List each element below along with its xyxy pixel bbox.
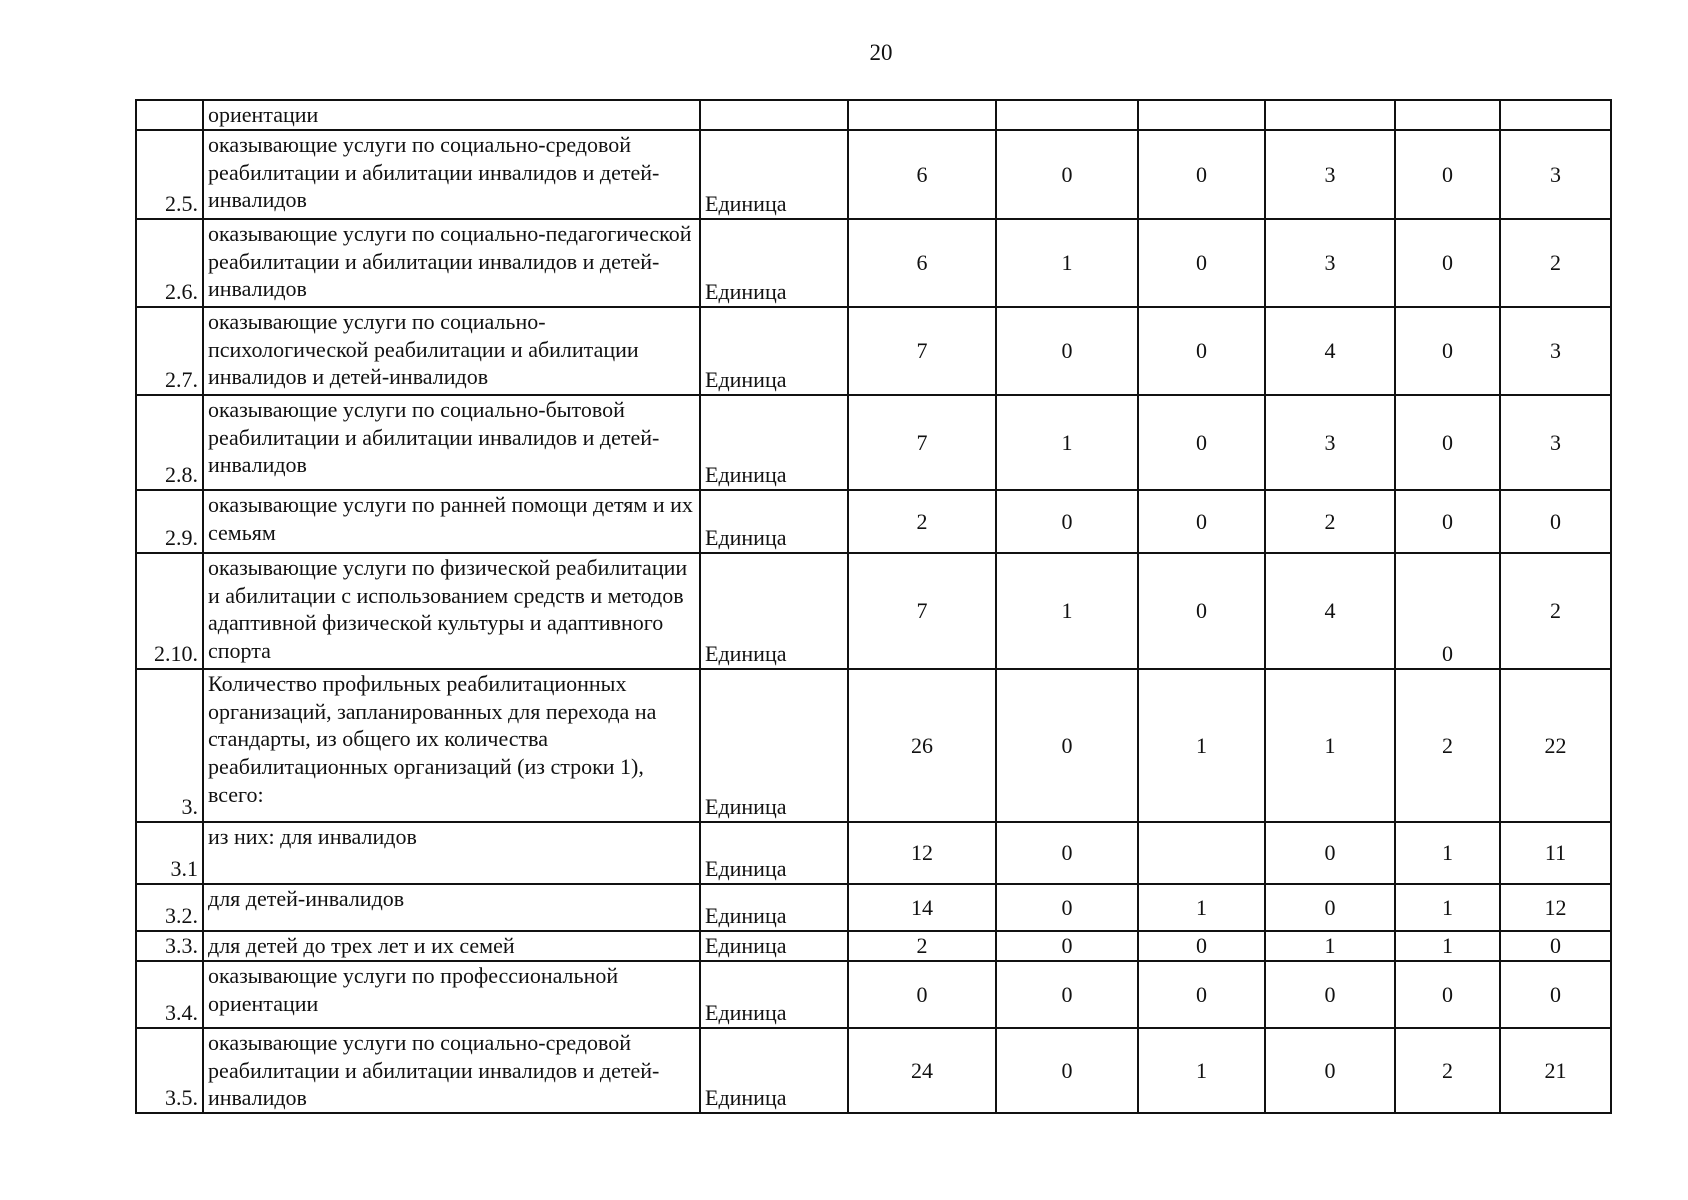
value-cell: 2 xyxy=(1265,490,1395,553)
value-cell: 0 xyxy=(996,130,1138,219)
value-cell: 0 xyxy=(1138,395,1265,490)
value-cell: 0 xyxy=(996,884,1138,931)
value-cell: 0 xyxy=(1265,1028,1395,1113)
row-number: 3.5. xyxy=(136,1028,203,1113)
value-cell xyxy=(1265,100,1395,130)
value-cell xyxy=(1138,100,1265,130)
value-cell: 0 xyxy=(1138,961,1265,1028)
value-cell: 2 xyxy=(1395,1028,1500,1113)
value-cell: 0 xyxy=(1395,219,1500,307)
data-table xyxy=(135,99,1612,1114)
row-unit: Единица xyxy=(700,822,848,884)
page-number: 20 xyxy=(869,40,893,65)
value-cell: 0 xyxy=(996,669,1138,822)
row-number: 2.8. xyxy=(136,395,203,490)
value-cell: 0 xyxy=(848,961,996,1028)
row-description: ориентации xyxy=(203,100,700,130)
value-cell: 0 xyxy=(1138,490,1265,553)
value-cell: 1 xyxy=(1265,669,1395,822)
row-unit: Единица xyxy=(700,931,848,961)
row-description: оказывающие услуги по ранней помощи детям и их семьям xyxy=(203,490,700,553)
row-unit: Единица xyxy=(700,490,848,553)
row-unit: Единица xyxy=(700,553,848,669)
value-cell: 1 xyxy=(1395,822,1500,884)
value-cell: 1 xyxy=(1395,931,1500,961)
row-number: 2.10. xyxy=(136,553,203,669)
value-cell: 0 xyxy=(1138,931,1265,961)
value-cell: 2 xyxy=(1500,553,1611,669)
row-unit: Единица xyxy=(700,395,848,490)
value-cell: 2 xyxy=(1500,219,1611,307)
value-cell: 3 xyxy=(1265,219,1395,307)
value-cell: 2 xyxy=(1395,669,1500,822)
value-cell: 21 xyxy=(1500,1028,1611,1113)
value-cell xyxy=(1395,100,1500,130)
table-row xyxy=(136,307,1611,395)
value-cell: 12 xyxy=(848,822,996,884)
value-cell: 1 xyxy=(996,553,1138,669)
value-cell: 0 xyxy=(1500,931,1611,961)
row-unit: Единица xyxy=(700,1028,848,1113)
value-cell: 0 xyxy=(996,1028,1138,1113)
table-row xyxy=(136,553,1611,669)
value-cell: 3 xyxy=(1500,395,1611,490)
row-number: 3.3. xyxy=(136,931,203,961)
table-row xyxy=(136,884,1611,931)
row-number: 3. xyxy=(136,669,203,822)
row-unit: Единица xyxy=(700,669,848,822)
table-row xyxy=(136,822,1611,884)
value-cell: 0 xyxy=(996,931,1138,961)
value-cell: 0 xyxy=(996,961,1138,1028)
row-unit: Единица xyxy=(700,219,848,307)
value-cell: 1 xyxy=(1265,931,1395,961)
value-cell: 0 xyxy=(1395,307,1500,395)
row-description: из них: для инвалидов xyxy=(203,822,700,884)
value-cell: 0 xyxy=(1265,884,1395,931)
value-cell: 1 xyxy=(1138,1028,1265,1113)
row-description: оказывающие услуги по социально-педагогической реабилитации и абилитации инвалидов и детей-инвалидов xyxy=(203,219,700,307)
row-description: оказывающие услуги по социально-средовой реабилитации и абилитации инвалидов и детей-инвалидов xyxy=(203,1028,700,1113)
value-cell: 7 xyxy=(848,395,996,490)
value-cell: 3 xyxy=(1500,130,1611,219)
value-cell: 0 xyxy=(996,307,1138,395)
value-cell: 22 xyxy=(1500,669,1611,822)
value-cell: 1 xyxy=(996,395,1138,490)
value-cell: 0 xyxy=(1138,219,1265,307)
row-number: 3.4. xyxy=(136,961,203,1028)
row-number: 3.2. xyxy=(136,884,203,931)
row-description: для детей до трех лет и их семей xyxy=(203,931,700,961)
value-cell: 11 xyxy=(1500,822,1611,884)
value-cell: 0 xyxy=(1265,961,1395,1028)
value-cell: 0 xyxy=(1500,490,1611,553)
value-cell xyxy=(848,100,996,130)
value-cell: 0 xyxy=(1395,130,1500,219)
value-cell: 3 xyxy=(1265,395,1395,490)
value-cell: 0 xyxy=(1138,130,1265,219)
table-row xyxy=(136,490,1611,553)
table-row xyxy=(136,395,1611,490)
row-unit: Единица xyxy=(700,961,848,1028)
value-cell: 0 xyxy=(1265,822,1395,884)
row-number: 2.5. xyxy=(136,130,203,219)
value-cell xyxy=(1500,100,1611,130)
value-cell: 7 xyxy=(848,307,996,395)
value-cell xyxy=(1138,822,1265,884)
value-cell: 1 xyxy=(1138,884,1265,931)
value-cell: 1 xyxy=(1395,884,1500,931)
row-unit: Единица xyxy=(700,884,848,931)
row-unit: Единица xyxy=(700,307,848,395)
value-cell: 0 xyxy=(1138,307,1265,395)
row-unit xyxy=(700,100,848,130)
value-cell: 1 xyxy=(1138,669,1265,822)
value-cell: 7 xyxy=(848,553,996,669)
table-row xyxy=(136,931,1611,961)
value-cell: 0 xyxy=(1395,961,1500,1028)
row-description: оказывающие услуги по социально-средовой реабилитации и абилитации инвалидов и детей-инвалидов xyxy=(203,130,700,219)
value-cell xyxy=(996,100,1138,130)
value-cell: 6 xyxy=(848,219,996,307)
value-cell: 0 xyxy=(996,822,1138,884)
table-row xyxy=(136,130,1611,219)
value-cell: 2 xyxy=(848,490,996,553)
row-number: 2.9. xyxy=(136,490,203,553)
value-cell: 1 xyxy=(996,219,1138,307)
table-body xyxy=(136,100,1611,1113)
row-description: для детей-инвалидов xyxy=(203,884,700,931)
value-cell: 26 xyxy=(848,669,996,822)
row-description: оказывающие услуги по социально-психологической реабилитации и абилитации инвалидов и детей-инвалидов xyxy=(203,307,700,395)
row-number: 2.6. xyxy=(136,219,203,307)
table-row xyxy=(136,1028,1611,1113)
value-cell: 4 xyxy=(1265,307,1395,395)
table-row xyxy=(136,669,1611,822)
row-unit: Единица xyxy=(700,130,848,219)
value-cell: 0 xyxy=(1138,553,1265,669)
value-cell: 14 xyxy=(848,884,996,931)
value-cell: 12 xyxy=(1500,884,1611,931)
value-cell: 0 xyxy=(1500,961,1611,1028)
row-description: Количество профильных реабилитационных организаций, запланированных для перехода на стандарты, из общего их количества реабилитационных организаций (из строки 1), всего: xyxy=(203,669,700,822)
value-cell: 3 xyxy=(1265,130,1395,219)
value-cell: 0 xyxy=(1395,490,1500,553)
value-cell: 24 xyxy=(848,1028,996,1113)
value-cell: 3 xyxy=(1500,307,1611,395)
row-description: оказывающие услуги по профессиональной ориентации xyxy=(203,961,700,1028)
row-number xyxy=(136,100,203,130)
value-cell: 6 xyxy=(848,130,996,219)
table-row xyxy=(136,961,1611,1028)
table-row xyxy=(136,219,1611,307)
row-number: 3.1 xyxy=(136,822,203,884)
value-cell: 2 xyxy=(848,931,996,961)
value-cell: 4 xyxy=(1265,553,1395,669)
value-cell: 0 xyxy=(1395,553,1500,669)
row-description: оказывающие услуги по физической реабилитации и абилитации с использованием средств и методов адаптивной физической культуры и адаптивного спорта xyxy=(203,553,700,669)
row-number: 2.7. xyxy=(136,307,203,395)
table-row xyxy=(136,100,1611,130)
value-cell: 0 xyxy=(996,490,1138,553)
row-description: оказывающие услуги по социально-бытовой реабилитации и абилитации инвалидов и детей-инвалидов xyxy=(203,395,700,490)
value-cell: 0 xyxy=(1395,395,1500,490)
